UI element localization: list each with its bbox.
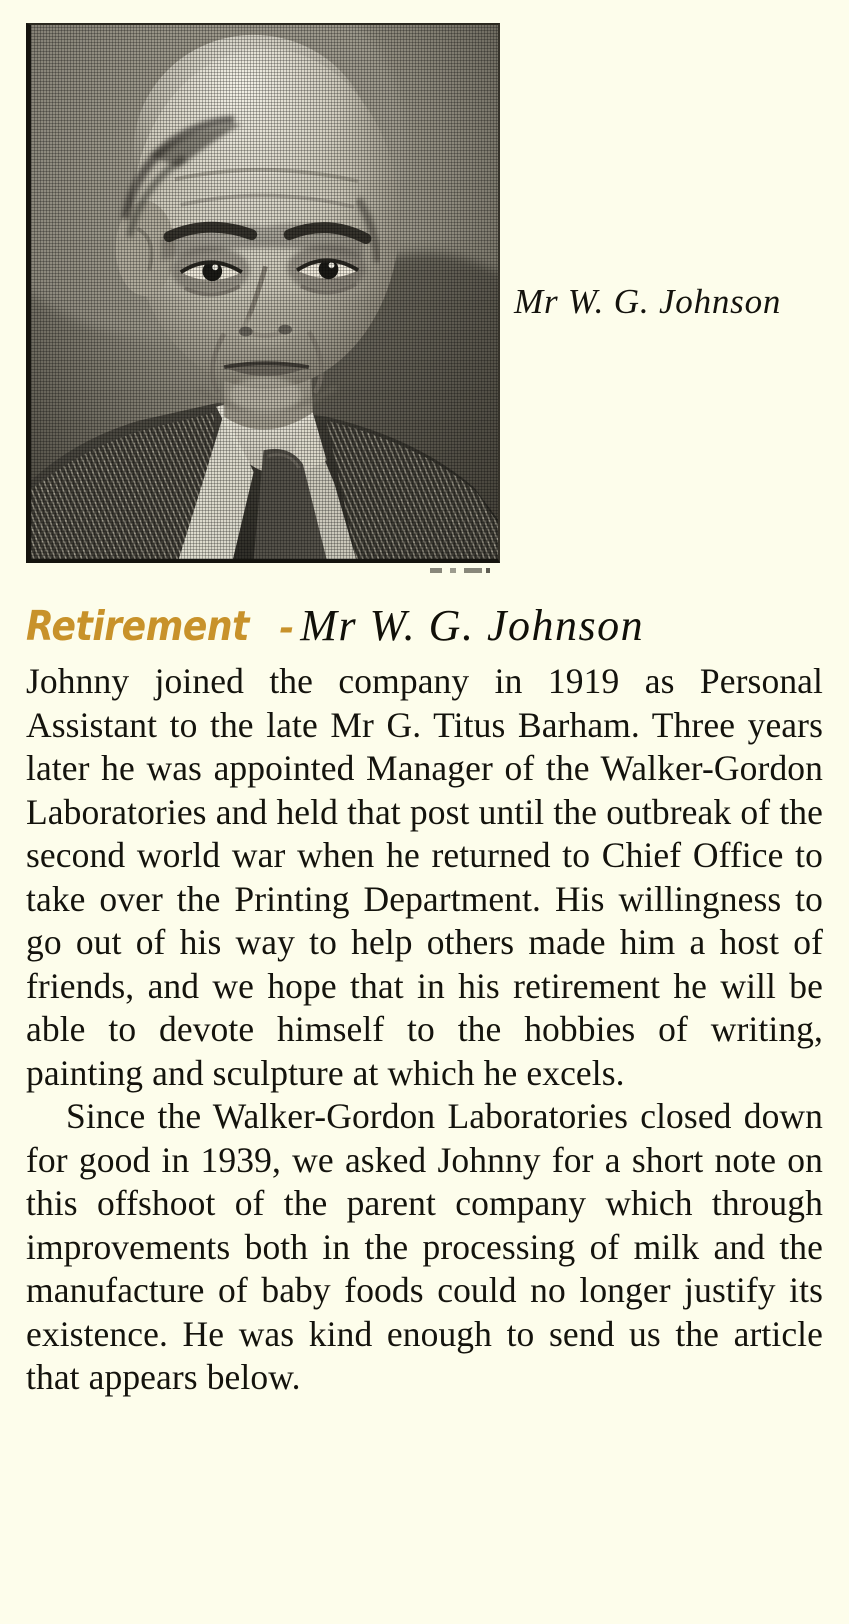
portrait-photo-block bbox=[26, 23, 500, 563]
headline-subject-name: Mr W. G. Johnson bbox=[300, 601, 645, 650]
body-paragraph-1: Johnny joined the company in 1919 as Personal Assistant to the late Mr G. Titus Barham. Three years later he was appointed Manager of the Walker-Gordon Laboratories and held that post until the outbreak of the second world war when he returned to Chief Office to take over the Printing Department. His willingness to go out of his way to help others made him a host of friends, and we hope that in his retirement he will be able to devote himself to the hobbies of writing, painting and sculpture at which he excels. bbox=[26, 661, 823, 1093]
headline-dash: - bbox=[279, 608, 295, 649]
article-headline bbox=[26, 600, 823, 651]
photo-caption: Mr W. G. Johnson bbox=[514, 282, 782, 321]
portrait-photo-image bbox=[31, 25, 498, 559]
photo-frame bbox=[26, 23, 500, 563]
article-body bbox=[26, 660, 823, 1400]
headline-kicker: Retirement bbox=[26, 602, 249, 650]
print-artifact-mark bbox=[430, 568, 490, 573]
body-paragraph-2: Since the Walker-Gordon Laboratories closed down for good in 1939, we asked Johnny for a short note on this offshoot of the parent company which through improvements both in the processing of milk and the manufacture of baby foods could no longer justify its existence. He was kind enough to send us the article that appears below. bbox=[26, 1096, 823, 1397]
